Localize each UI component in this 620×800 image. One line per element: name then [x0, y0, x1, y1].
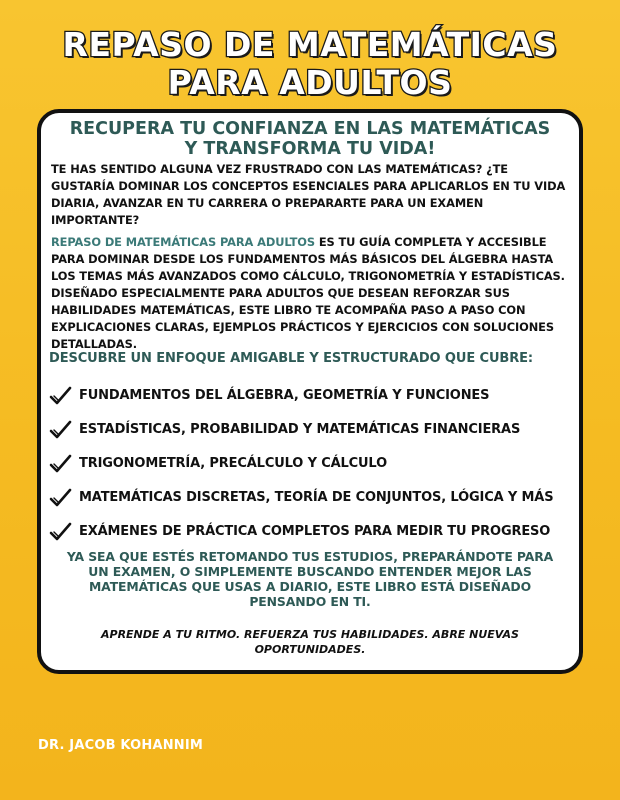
closing-paragraph: YA SEA QUE ESTÉS RETOMANDO TUS ESTUDIOS, PREPARÁNDOTE PARA UN EXAMEN, O SIMPLEMENTE BUSCANDO ENTENDER MEJOR LAS MATEMÁTICAS QUE USAS A DIARIO, ESTE LIBRO ESTÁ DISEÑADO PENSANDO EN TI.: [66, 549, 554, 609]
book-title: [0, 26, 620, 102]
checkmark-icon: [49, 385, 73, 407]
topic-label: MATEMÁTICAS DISCRETAS, TEORÍA DE CONJUNTOS, LÓGICA Y MÁS: [79, 490, 554, 505]
checkmark-icon: [49, 419, 73, 441]
list-item: [49, 447, 574, 481]
topic-label: ESTADÍSTICAS, PROBABILIDAD Y MATEMÁTICAS FINANCIERAS: [79, 422, 521, 437]
topic-label: FUNDAMENTOS DEL ÁLGEBRA, GEOMETRÍA Y FUNCIONES: [79, 388, 490, 403]
list-item: [49, 515, 574, 549]
panel-headline: [41, 119, 579, 159]
topic-label: TRIGONOMETRÍA, PRECÁLCULO Y CÁLCULO: [79, 456, 388, 471]
topics-list: [49, 379, 574, 549]
panel-headline-line-2: Y TRANSFORMA TU VIDA!: [184, 139, 436, 159]
list-item: [49, 481, 574, 515]
panel-headline-line-1: RECUPERA TU CONFIANZA EN LAS MATEMÁTICAS: [69, 119, 551, 139]
description-body: ES TU GUÍA COMPLETA Y ACCESIBLE PARA DOMINAR DESDE LOS FUNDAMENTOS MÁS BÁSICOS DEL ÁLGEBRA HASTA LOS TEMAS MÁS AVANZADOS COMO CÁLCULO, TRIGONOMETRÍA Y ESTADÍSTICAS. DISEÑADO ESPECIALMENTE PARA ADULTOS QUE DESEAN REFORZAR SUS HABILIDADES MATEMÁTICAS, ESTE LIBRO TE ACOMPAÑA PASO A PASO CON EXPLICACIONES CLARAS, EJEMPLOS PRÁCTICOS Y EJERCICIOS CON SOLUCIONES DETALLADAS.: [51, 235, 565, 351]
book-title-line-2: PARA ADULTOS: [167, 63, 453, 102]
topics-subheading: DESCUBRE UN ENFOQUE AMIGABLE Y ESTRUCTURADO QUE CUBRE:: [49, 351, 534, 366]
author-name: DR. JACOB KOHANNIM: [38, 738, 204, 753]
checkmark-icon: [49, 453, 73, 475]
tagline: APRENDE A TU RITMO. REFUERZA TUS HABILIDADES. ABRE NUEVAS OPORTUNIDADES.: [101, 628, 519, 656]
checkmark-icon: [49, 521, 73, 543]
description-book-name: REPASO DE MATEMÁTICAS PARA ADULTOS: [51, 235, 315, 249]
topic-label: EXÁMENES DE PRÁCTICA COMPLETOS PARA MEDIR TU PROGRESO: [79, 524, 551, 539]
book-title-line-1: REPASO DE MATEMÁTICAS: [62, 25, 558, 64]
list-item: [49, 379, 574, 413]
intro-paragraph: TE HAS SENTIDO ALGUNA VEZ FRUSTRADO CON LAS MATEMÁTICAS? ¿TE GUSTARÍA DOMINAR LOS CONCEPTOS ESENCIALES PARA APLICARLOS EN TU VIDA DIARIA, AVANZAR EN TU CARRERA O PREPARARTE PARA UN EXAMEN IMPORTANTE?: [51, 162, 566, 227]
checkmark-icon: [49, 487, 73, 509]
list-item: [49, 413, 574, 447]
description-panel: [37, 109, 583, 674]
description-paragraph: [51, 234, 571, 353]
